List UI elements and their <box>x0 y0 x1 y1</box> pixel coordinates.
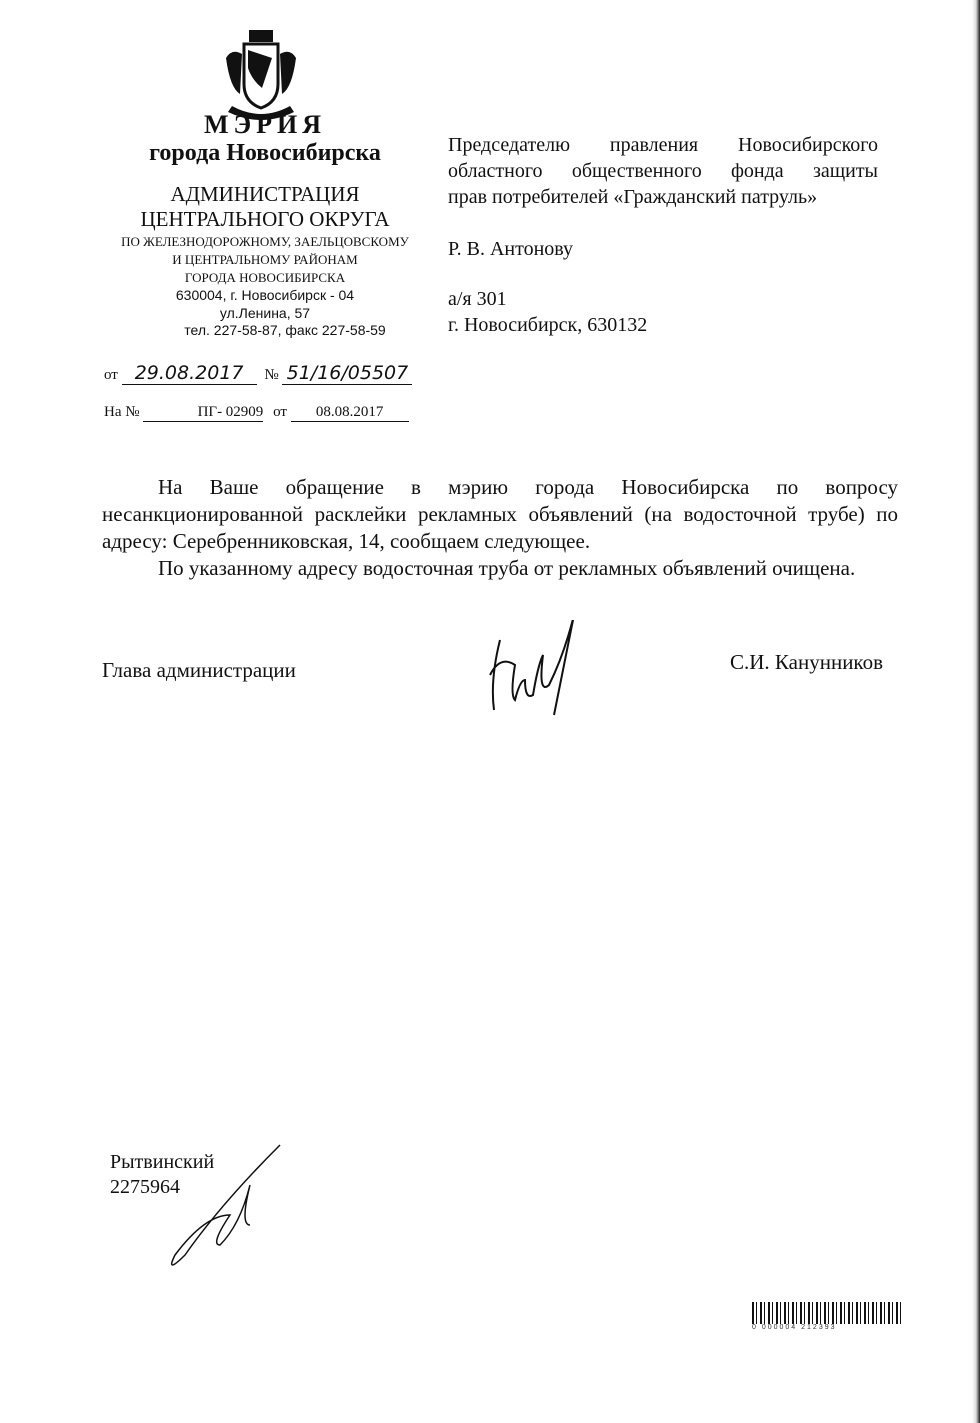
recipient-line-3: прав потребителей «Гражданский патруль» <box>448 186 818 208</box>
ref-label: На № <box>104 404 140 420</box>
letter-body <box>102 474 898 582</box>
executor-phone: 2275964 <box>110 1176 180 1198</box>
recipient-line-2: областного общественного фонда защиты <box>448 160 878 182</box>
signatory-position: Глава администрации <box>102 658 296 682</box>
body-paragraph-1: На Ваше обращение в мэрию города Новосибирска по вопросу несанкционированной расклейки рекламных объявлений (на водосточной трубе) по адресу: Серебренниковская, 14, сообщаем следующее. <box>102 475 898 553</box>
districts-line-2: И ЦЕНТРАЛЬНОМУ РАЙОНАМ <box>172 252 358 267</box>
org-title: МЭРИЯ <box>203 110 327 139</box>
phone-fax: тел. 227-58-87, факс 227-58-59 <box>184 322 386 338</box>
executor-signature-image <box>150 1140 290 1280</box>
recipient-po-box: а/я 301 <box>448 288 507 310</box>
signatory-name: С.И. Канунников <box>730 650 883 674</box>
recipient-line-1: Председателю правления Новосибирского <box>448 134 878 156</box>
barcode-bars <box>752 1302 902 1324</box>
ref-from-label: от <box>273 404 287 420</box>
ref-number: ПГ- 02909 <box>143 404 263 422</box>
districts-line-3: ГОРОДА НОВОСИБИРСКА <box>184 270 346 285</box>
recipient-city: г. Новосибирск, 630132 <box>448 314 648 336</box>
admin-line-2: ЦЕНТРАЛЬНОГО ОКРУГА <box>140 207 390 231</box>
from-label: от <box>104 367 118 383</box>
org-city: города Новосибирска <box>149 140 381 166</box>
coat-of-arms-emblem <box>222 28 300 120</box>
executor-name: Рытвинский <box>110 1151 215 1173</box>
ref-date: 08.08.2017 <box>291 404 409 422</box>
outgoing-number: 51/16/05507 <box>282 362 412 385</box>
outgoing-date: 29.08.2017 <box>122 362 257 385</box>
recipient-block <box>448 132 878 338</box>
outgoing-registration <box>104 362 412 385</box>
address-line-2: ул.Ленина, 57 <box>219 305 311 321</box>
reference-registration <box>104 404 409 422</box>
barcode-number: 0 000004 212393 <box>752 1324 837 1331</box>
districts-line-1: ПО ЖЕЛЕЗНОДОРОЖНОМУ, ЗАЕЛЬЦОВСКОМУ <box>121 234 409 249</box>
barcode <box>752 1302 902 1331</box>
number-label: № <box>264 367 279 383</box>
signature-image <box>470 620 610 740</box>
scan-edge <box>972 0 980 1423</box>
address-line-1: 630004, г. Новосибирск - 04 <box>175 287 355 303</box>
recipient-name: Р. В. Антонову <box>448 238 574 260</box>
body-paragraph-2: По указанному адресу водосточная труба от рекламных объявлений очищена. <box>158 556 856 580</box>
admin-line-1: АДМИНИСТРАЦИЯ <box>170 182 360 206</box>
